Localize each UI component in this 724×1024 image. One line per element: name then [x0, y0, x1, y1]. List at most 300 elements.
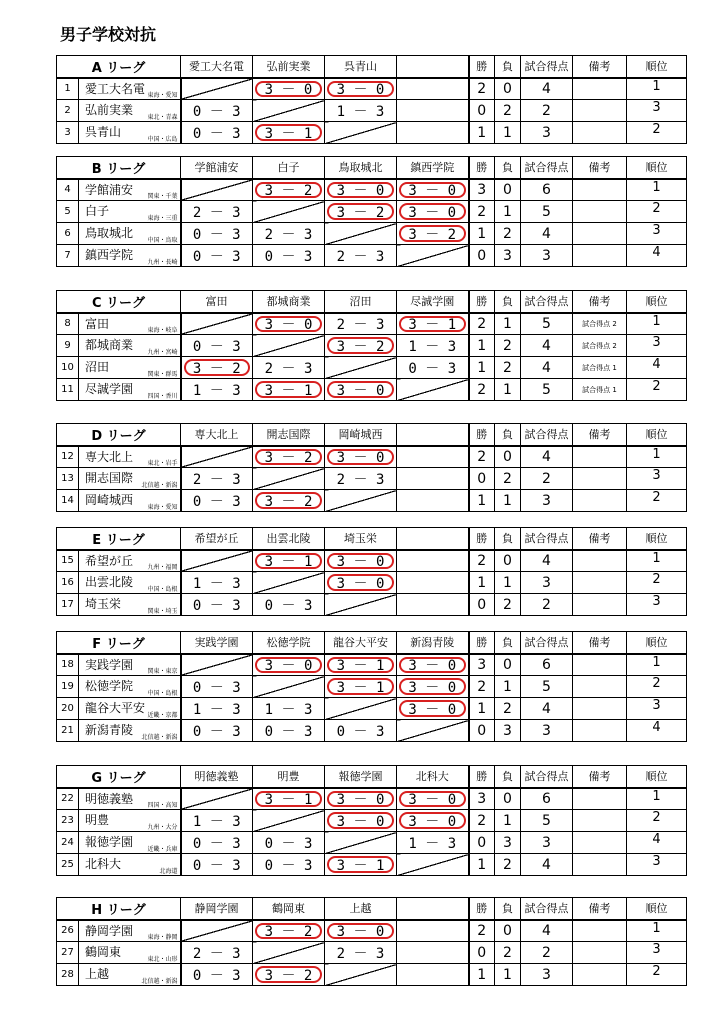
league-table — [56, 55, 687, 144]
team-row — [57, 335, 687, 357]
team-region: 中国・島根 — [147, 586, 178, 593]
note-cell — [573, 223, 627, 245]
match-score: 3 － 0 — [336, 382, 385, 399]
opponent-header — [397, 291, 469, 313]
match-score: 3 － 1 — [264, 382, 313, 399]
win-score-cell — [253, 379, 325, 401]
score-cell — [397, 832, 469, 854]
score-cell — [397, 550, 469, 572]
score-cell — [181, 942, 253, 964]
score-cell — [181, 594, 253, 616]
opponent-header — [181, 766, 253, 788]
opponent-header — [253, 898, 325, 920]
losses-value: 2 — [503, 337, 512, 354]
points-header — [521, 528, 573, 550]
match-score: 3 － 2 — [264, 493, 313, 510]
match-score: 3 － 2 — [264, 182, 313, 199]
league-header-row — [57, 898, 687, 920]
self-match-cell — [397, 720, 469, 742]
note-cell — [573, 379, 627, 401]
match-score: 1 － 3 — [192, 382, 241, 399]
wins-value: 0 — [477, 102, 487, 119]
points-value-cell — [521, 223, 573, 245]
losses-value: 1 — [503, 492, 512, 509]
win-score-cell — [325, 335, 397, 357]
losses-value: 1 — [503, 315, 512, 332]
match-score: 2 － 3 — [336, 945, 385, 962]
place-cell — [627, 223, 687, 245]
match-score: 1 － 3 — [192, 813, 241, 830]
place-header — [627, 424, 687, 446]
team-cell — [79, 698, 181, 720]
team-region: 九州・宮崎 — [147, 349, 178, 356]
score-cell — [253, 245, 325, 267]
place-value: 3 — [652, 854, 661, 869]
win-score-cell — [325, 201, 397, 223]
losses-value-cell — [495, 223, 521, 245]
team-cell — [79, 335, 181, 357]
wins-header — [469, 632, 495, 654]
league-name-cell — [57, 291, 181, 313]
place-value: 2 — [652, 676, 661, 691]
team-number: 22 — [61, 793, 74, 805]
match-score: 0 － 3 — [192, 103, 241, 120]
opponent-name: 静岡学園 — [194, 902, 239, 916]
league-name-cell — [57, 632, 181, 654]
notes-header-label: 備考 — [588, 60, 611, 74]
team-number-cell — [57, 788, 79, 810]
points-value: 3 — [542, 492, 551, 509]
losses-value-cell — [495, 698, 521, 720]
losses-value-cell — [495, 942, 521, 964]
opponent-name: 富田 — [205, 295, 228, 309]
place-header — [627, 632, 687, 654]
self-match-cell — [181, 920, 253, 942]
match-score: 3 － 2 — [408, 226, 457, 243]
opponent-name: 明徳義塾 — [194, 770, 239, 784]
self-match-cell — [325, 357, 397, 379]
team-name: 埼玉栄 — [85, 597, 122, 611]
place-value: 1 — [652, 654, 661, 670]
team-cell — [79, 854, 181, 876]
losses-header-label: 負 — [502, 636, 514, 650]
win-circle — [327, 574, 394, 591]
team-name: 静岡学園 — [85, 923, 134, 938]
team-cell — [79, 550, 181, 572]
note-cell — [573, 122, 627, 144]
team-name: 新潟青陵 — [85, 723, 134, 737]
points-value: 3 — [542, 574, 551, 591]
win-score-cell — [253, 78, 325, 100]
league-name-cell — [57, 157, 181, 179]
team-row — [57, 179, 687, 201]
league-name-cell — [57, 424, 181, 446]
wins-value-cell — [469, 100, 495, 122]
losses-value-cell — [495, 122, 521, 144]
team-cell — [79, 654, 181, 676]
place-value: 3 — [652, 942, 661, 957]
win-score-cell — [325, 810, 397, 832]
win-circle — [255, 449, 322, 466]
place-header — [627, 291, 687, 313]
team-region: 関東・東京 — [147, 668, 178, 675]
opponent-name: 松徳学院 — [266, 636, 311, 650]
team-number-cell — [57, 357, 79, 379]
losses-value-cell — [495, 810, 521, 832]
team-number-cell — [57, 201, 79, 223]
points-value: 5 — [542, 315, 551, 332]
losses-header — [495, 424, 521, 446]
notes-header-label: 備考 — [588, 295, 611, 309]
wins-header-label: 勝 — [476, 532, 488, 546]
place-value: 1 — [652, 78, 661, 94]
self-match-cell — [253, 468, 325, 490]
team-cell — [79, 223, 181, 245]
wins-value-cell — [469, 201, 495, 223]
wins-header-label: 勝 — [476, 636, 488, 650]
match-score: 2 － 3 — [192, 204, 241, 221]
win-circle — [399, 203, 466, 220]
wins-value-cell — [469, 594, 495, 616]
wins-value: 2 — [477, 315, 487, 332]
match-score: 3 － 0 — [264, 657, 313, 674]
wins-value-cell — [469, 179, 495, 201]
match-score: 1 － 3 — [408, 338, 457, 355]
opponent-name: 愛工大名電 — [189, 60, 244, 74]
place-value: 4 — [652, 357, 661, 372]
match-score: 1 － 3 — [264, 701, 313, 718]
place-cell — [627, 594, 687, 616]
team-row — [57, 654, 687, 676]
win-circle — [327, 791, 394, 808]
team-number: 2 — [64, 105, 71, 116]
place-value: 4 — [652, 832, 661, 847]
wins-value: 0 — [477, 834, 487, 851]
points-value-cell — [521, 100, 573, 122]
team-number-cell — [57, 468, 79, 490]
points-value: 6 — [542, 656, 551, 673]
losses-value-cell — [495, 490, 521, 512]
match-score: 0 － 3 — [192, 679, 241, 696]
match-score: 3 － 0 — [336, 449, 385, 466]
team-number-cell — [57, 810, 79, 832]
team-name: 鎮西学院 — [85, 248, 134, 262]
team-name: 富田 — [85, 316, 110, 331]
match-score: 3 － 1 — [336, 657, 385, 674]
score-cell — [181, 379, 253, 401]
place-cell — [627, 122, 687, 144]
score-cell — [253, 223, 325, 245]
score-cell — [181, 854, 253, 876]
points-value: 5 — [542, 678, 551, 695]
wins-value-cell — [469, 920, 495, 942]
team-row — [57, 964, 687, 986]
team-row — [57, 122, 687, 144]
wins-header — [469, 898, 495, 920]
win-circle — [399, 657, 466, 674]
losses-value-cell — [495, 201, 521, 223]
score-cell — [181, 468, 253, 490]
points-value: 3 — [542, 966, 551, 983]
wins-header — [469, 766, 495, 788]
match-score: 3 － 0 — [408, 791, 457, 808]
losses-value-cell — [495, 676, 521, 698]
league-header-row — [57, 424, 687, 446]
match-score: 3 － 2 — [264, 967, 313, 984]
match-score: 3 － 0 — [336, 791, 385, 808]
score-cell — [181, 810, 253, 832]
league-name-cell — [57, 528, 181, 550]
place-header-label: 順位 — [645, 161, 668, 175]
losses-header — [495, 898, 521, 920]
place-value: 3 — [652, 100, 661, 115]
win-score-cell — [253, 788, 325, 810]
wins-value-cell — [469, 379, 495, 401]
score-cell — [181, 490, 253, 512]
team-name: 鳥取城北 — [85, 226, 134, 240]
wins-value-cell — [469, 245, 495, 267]
win-score-cell — [397, 654, 469, 676]
score-cell — [253, 854, 325, 876]
team-row — [57, 854, 687, 876]
points-header — [521, 56, 573, 78]
note-cell — [573, 698, 627, 720]
place-cell — [627, 245, 687, 267]
match-score: 3 － 0 — [408, 204, 457, 221]
league-table — [56, 631, 687, 742]
losses-value-cell — [495, 832, 521, 854]
note-cell — [573, 572, 627, 594]
points-value: 2 — [542, 596, 551, 613]
match-score: 3 － 2 — [264, 923, 313, 940]
team-name: 明豊 — [85, 813, 110, 827]
team-region: 北信越・新潟 — [141, 734, 178, 741]
win-score-cell — [253, 490, 325, 512]
team-row — [57, 676, 687, 698]
team-name: 実践学園 — [85, 657, 134, 672]
losses-header-label: 負 — [502, 428, 514, 442]
score-cell — [181, 122, 253, 144]
self-match-cell — [325, 594, 397, 616]
team-row — [57, 594, 687, 616]
points-value: 4 — [542, 359, 551, 376]
score-cell — [325, 313, 397, 335]
team-cell — [79, 245, 181, 267]
place-cell — [627, 550, 687, 572]
place-header-label: 順位 — [645, 770, 668, 784]
self-match-cell — [397, 854, 469, 876]
wins-value-cell — [469, 810, 495, 832]
match-score: 3 － 1 — [264, 791, 313, 808]
wins-value: 2 — [477, 678, 487, 695]
wins-value: 1 — [477, 492, 487, 509]
score-cell — [181, 201, 253, 223]
note-value: 試合得点 2 — [582, 319, 617, 328]
losses-value-cell — [495, 550, 521, 572]
losses-value: 2 — [503, 596, 512, 613]
team-cell — [79, 379, 181, 401]
place-header-label: 順位 — [645, 295, 668, 309]
win-score-cell — [181, 357, 253, 379]
losses-value: 3 — [503, 722, 512, 739]
place-cell — [627, 942, 687, 964]
team-number: 9 — [64, 340, 71, 351]
score-cell — [397, 490, 469, 512]
team-number-cell — [57, 942, 79, 964]
self-match-cell — [253, 335, 325, 357]
points-value: 4 — [542, 856, 551, 873]
team-number-cell — [57, 654, 79, 676]
self-match-cell — [325, 490, 397, 512]
place-cell — [627, 201, 687, 223]
score-cell — [253, 594, 325, 616]
losses-value-cell — [495, 788, 521, 810]
wins-header — [469, 528, 495, 550]
team-number: 4 — [64, 184, 71, 196]
losses-value-cell — [495, 720, 521, 742]
points-value-cell — [521, 698, 573, 720]
points-value-cell — [521, 179, 573, 201]
team-number: 23 — [61, 815, 74, 826]
place-value: 1 — [652, 179, 661, 195]
points-header — [521, 424, 573, 446]
losses-value: 2 — [503, 470, 512, 487]
win-score-cell — [397, 698, 469, 720]
points-value-cell — [521, 357, 573, 379]
team-number-cell — [57, 313, 79, 335]
match-score: 0 － 3 — [264, 857, 313, 874]
match-score: 0 － 3 — [192, 248, 241, 265]
team-number: 18 — [61, 659, 74, 671]
team-row — [57, 78, 687, 100]
win-circle — [399, 182, 466, 199]
opponent-header — [325, 766, 397, 788]
team-number: 5 — [64, 206, 71, 217]
team-name: 北科大 — [85, 857, 122, 871]
notes-header-label: 備考 — [588, 532, 611, 546]
win-circle — [399, 791, 466, 808]
match-score: 3 － 1 — [336, 679, 385, 696]
wins-value: 2 — [477, 80, 487, 97]
score-cell — [181, 676, 253, 698]
points-value-cell — [521, 122, 573, 144]
league-header-row — [57, 56, 687, 78]
wins-value: 1 — [477, 337, 487, 354]
wins-value-cell — [469, 78, 495, 100]
team-region: 四国・香川 — [147, 393, 178, 400]
win-circle — [327, 381, 394, 398]
wins-value-cell — [469, 572, 495, 594]
opponent-header — [181, 898, 253, 920]
note-cell — [573, 810, 627, 832]
self-match-cell — [325, 122, 397, 144]
wins-value: 2 — [477, 922, 487, 939]
note-cell — [573, 788, 627, 810]
league-header-row — [57, 766, 687, 788]
match-score: 0 － 3 — [192, 967, 241, 984]
team-region: 中国・鳥取 — [147, 237, 178, 244]
wins-value-cell — [469, 313, 495, 335]
losses-value-cell — [495, 357, 521, 379]
place-value: 2 — [652, 122, 661, 137]
win-score-cell — [397, 810, 469, 832]
match-score: 0 － 3 — [192, 493, 241, 510]
team-row — [57, 720, 687, 742]
win-score-cell — [397, 676, 469, 698]
score-cell — [397, 920, 469, 942]
opponent-header — [397, 157, 469, 179]
opponent-name: 出雲北陵 — [266, 532, 311, 546]
match-score: 3 － 0 — [336, 182, 385, 199]
team-cell — [79, 201, 181, 223]
score-cell — [325, 245, 397, 267]
team-number: 11 — [61, 384, 74, 395]
win-circle — [327, 203, 394, 220]
match-score: 0 － 3 — [336, 723, 385, 740]
note-cell — [573, 335, 627, 357]
team-row — [57, 100, 687, 122]
win-circle — [399, 316, 466, 333]
win-score-cell — [397, 788, 469, 810]
team-number-cell — [57, 698, 79, 720]
win-score-cell — [325, 788, 397, 810]
score-cell — [181, 100, 253, 122]
team-name: 尽誠学園 — [85, 382, 134, 396]
win-circle — [327, 553, 394, 570]
opponent-header — [253, 157, 325, 179]
self-match-cell — [325, 698, 397, 720]
league-name: A リーグ — [91, 60, 146, 76]
note-cell — [573, 964, 627, 986]
team-region: 九州・長崎 — [147, 259, 178, 266]
score-cell — [325, 942, 397, 964]
team-number-cell — [57, 490, 79, 512]
points-header — [521, 766, 573, 788]
league-table — [56, 423, 687, 512]
wins-header-label: 勝 — [476, 428, 488, 442]
opponent-header — [181, 528, 253, 550]
team-number: 16 — [61, 577, 74, 588]
match-score: 2 － 3 — [264, 226, 313, 243]
win-score-cell — [325, 379, 397, 401]
opponent-header — [181, 291, 253, 313]
opponent-header — [181, 632, 253, 654]
match-score: 3 － 0 — [408, 182, 457, 199]
place-value: 3 — [652, 594, 661, 609]
team-name: 都城商業 — [85, 338, 134, 352]
self-match-cell — [253, 676, 325, 698]
team-region: 東海・静岡 — [147, 934, 178, 941]
wins-header-label: 勝 — [476, 770, 488, 784]
opponent-name: 呉青山 — [344, 60, 377, 74]
opponent-name: 新潟青陵 — [410, 636, 455, 650]
team-cell — [79, 788, 181, 810]
team-row — [57, 313, 687, 335]
team-cell — [79, 468, 181, 490]
win-circle — [327, 182, 394, 199]
opponent-header — [325, 424, 397, 446]
score-cell — [325, 720, 397, 742]
win-circle — [399, 678, 466, 695]
losses-value: 3 — [503, 834, 512, 851]
losses-value-cell — [495, 654, 521, 676]
match-score: 3 － 0 — [336, 813, 385, 830]
wins-value-cell — [469, 654, 495, 676]
win-score-cell — [325, 446, 397, 468]
points-value-cell — [521, 788, 573, 810]
notes-header-label: 備考 — [588, 770, 611, 784]
losses-header-label: 負 — [502, 295, 514, 309]
